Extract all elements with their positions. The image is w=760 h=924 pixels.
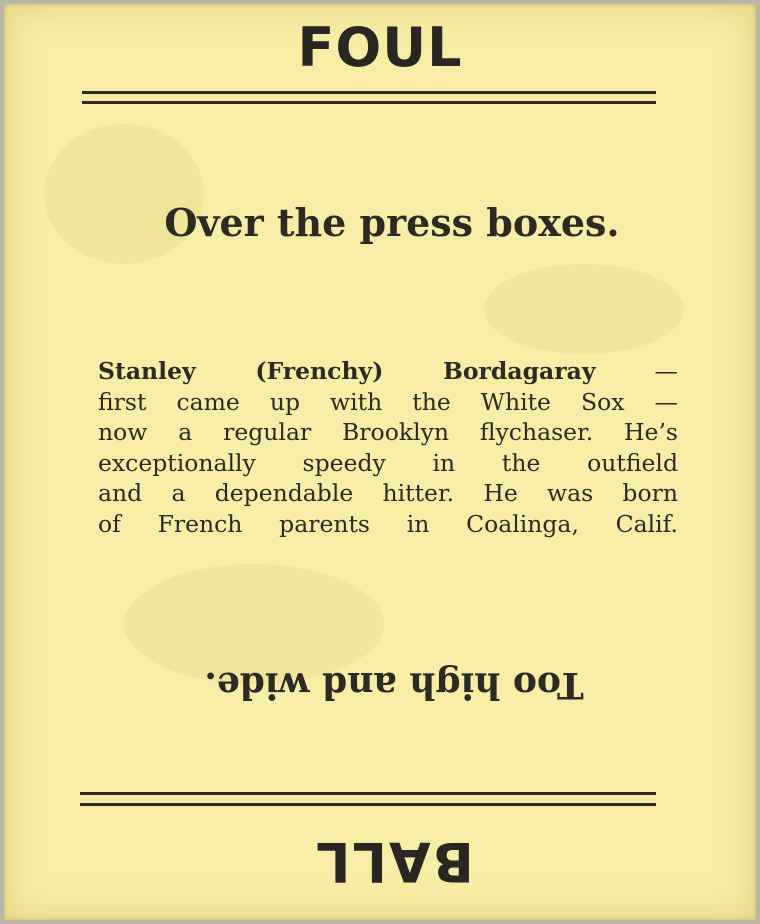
bio-line: and a dependable hitter. He was born — [98, 479, 678, 507]
card-headline: Over the press boxes. — [164, 200, 620, 245]
bio-dash: — — [654, 357, 678, 385]
baseball-card — [4, 4, 756, 920]
top-divider-upper — [82, 91, 656, 94]
bio-line: of French parents in Coalinga, Calif. — [98, 509, 678, 538]
bio-first-line — [98, 356, 678, 387]
player-name: Stanley (Frenchy) Bordagaray — [98, 357, 596, 385]
paper-stain — [484, 264, 684, 354]
player-bio — [98, 356, 678, 539]
bottom-divider-lower — [80, 803, 656, 806]
bio-line: first came up with the White Sox — — [98, 387, 678, 416]
flipped-bottom-title: BALL — [314, 830, 474, 893]
top-divider-lower — [82, 101, 656, 104]
bottom-divider-upper — [80, 792, 656, 795]
flipped-headline: Too high and wide. — [204, 664, 584, 706]
bio-line: now a regular Brooklyn flychaser. He’s — [98, 418, 678, 446]
bio-line: exceptionally speedy in the outfield — [98, 448, 678, 477]
card-top-title: FOUL — [297, 16, 463, 79]
